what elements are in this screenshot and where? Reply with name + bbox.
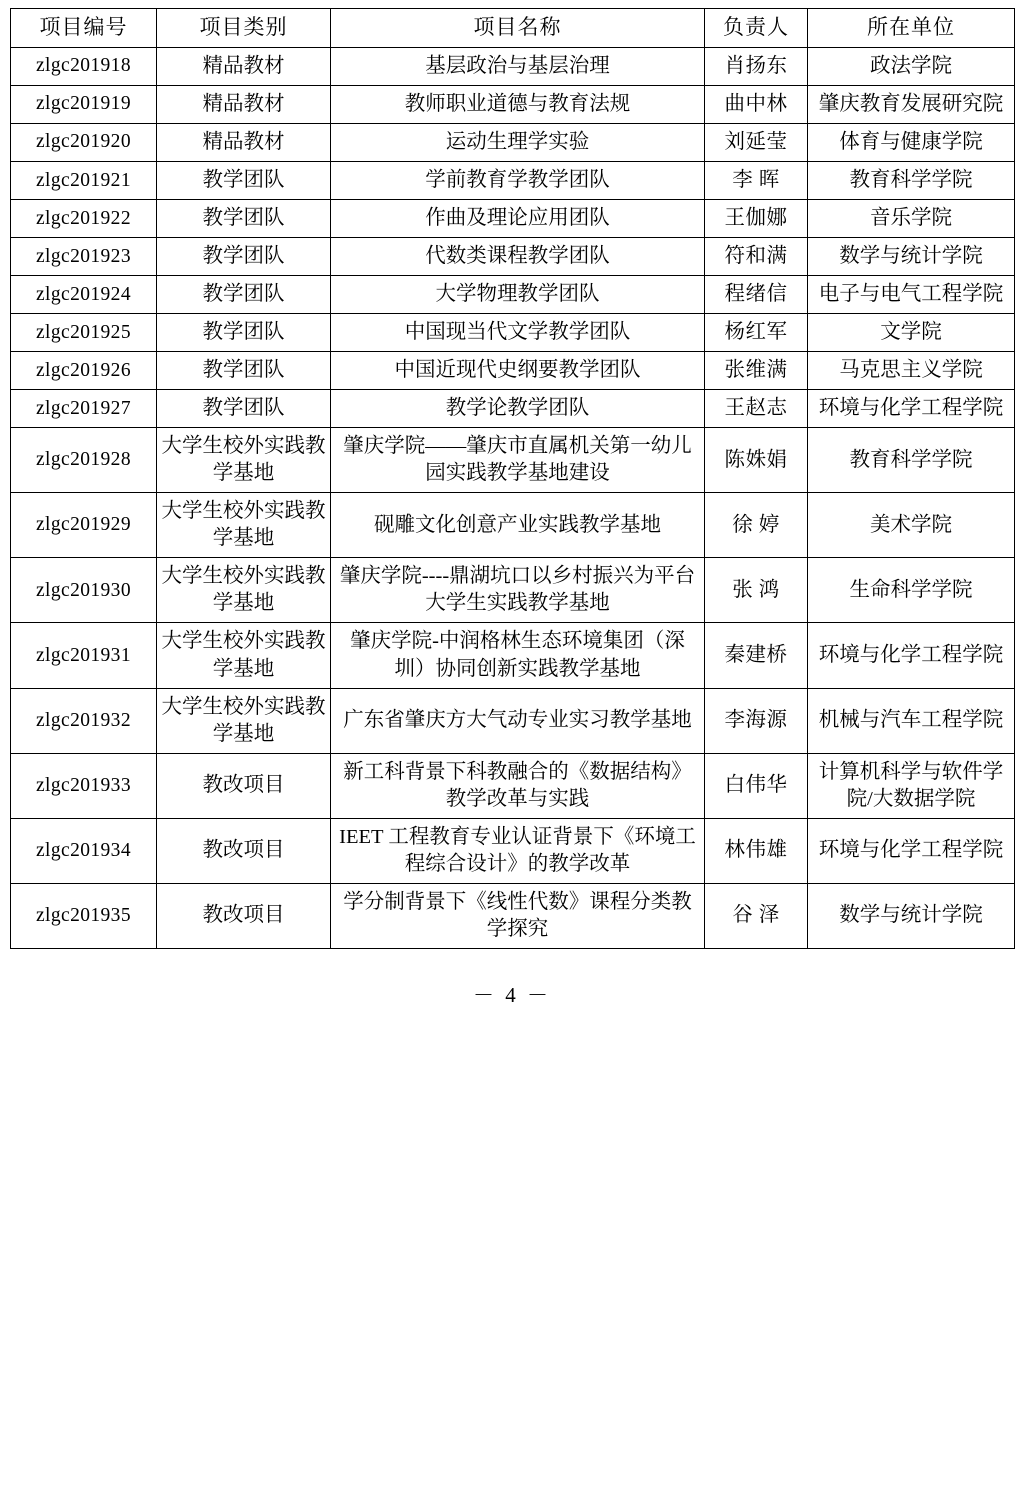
cell-owner: 杨红军 bbox=[705, 314, 808, 352]
table-row bbox=[11, 883, 1015, 948]
column-header-owner: 负责人 bbox=[705, 9, 808, 48]
cell-code: zlgc201923 bbox=[11, 237, 157, 275]
cell-code: zlgc201920 bbox=[11, 123, 157, 161]
cell-owner: 张 鸿 bbox=[705, 558, 808, 623]
cell-owner: 刘延莹 bbox=[705, 123, 808, 161]
cell-type: 教学团队 bbox=[157, 352, 331, 390]
cell-type: 教学团队 bbox=[157, 314, 331, 352]
table-row bbox=[11, 161, 1015, 199]
table-row bbox=[11, 199, 1015, 237]
table-header-row bbox=[11, 9, 1015, 48]
table-row bbox=[11, 352, 1015, 390]
cell-name: 中国现当代文学教学团队 bbox=[331, 314, 705, 352]
cell-name: 中国近现代史纲要教学团队 bbox=[331, 352, 705, 390]
cell-name: 学分制背景下《线性代数》课程分类教学探究 bbox=[331, 883, 705, 948]
table-row bbox=[11, 688, 1015, 753]
cell-owner: 符和满 bbox=[705, 237, 808, 275]
cell-type: 教学团队 bbox=[157, 161, 331, 199]
cell-owner: 王伽娜 bbox=[705, 199, 808, 237]
cell-code: zlgc201926 bbox=[11, 352, 157, 390]
table-body bbox=[11, 47, 1015, 948]
table-row bbox=[11, 428, 1015, 493]
cell-type: 教改项目 bbox=[157, 753, 331, 818]
table-row bbox=[11, 558, 1015, 623]
cell-owner: 谷 泽 bbox=[705, 883, 808, 948]
cell-name: IEET 工程教育专业认证背景下《环境工程综合设计》的教学改革 bbox=[331, 818, 705, 883]
cell-owner: 徐 婷 bbox=[705, 493, 808, 558]
cell-code: zlgc201922 bbox=[11, 199, 157, 237]
cell-unit: 教育科学学院 bbox=[808, 161, 1015, 199]
cell-name: 教师职业道德与教育法规 bbox=[331, 85, 705, 123]
cell-code: zlgc201929 bbox=[11, 493, 157, 558]
cell-type: 大学生校外实践教学基地 bbox=[157, 688, 331, 753]
table-header bbox=[11, 9, 1015, 48]
table-row bbox=[11, 314, 1015, 352]
page-number: － 4 － bbox=[473, 982, 551, 1007]
table-row bbox=[11, 623, 1015, 688]
cell-type: 大学生校外实践教学基地 bbox=[157, 428, 331, 493]
cell-type: 大学生校外实践教学基地 bbox=[157, 623, 331, 688]
cell-code: zlgc201933 bbox=[11, 753, 157, 818]
cell-unit: 音乐学院 bbox=[808, 199, 1015, 237]
cell-owner: 曲中林 bbox=[705, 85, 808, 123]
cell-owner: 肖扬东 bbox=[705, 47, 808, 85]
cell-owner: 秦建桥 bbox=[705, 623, 808, 688]
table-row bbox=[11, 237, 1015, 275]
table-row bbox=[11, 85, 1015, 123]
cell-unit: 马克思主义学院 bbox=[808, 352, 1015, 390]
cell-name: 肇庆学院——肇庆市直属机关第一幼儿园实践教学基地建设 bbox=[331, 428, 705, 493]
cell-type: 精品教材 bbox=[157, 123, 331, 161]
cell-type: 精品教材 bbox=[157, 47, 331, 85]
column-header-type: 项目类别 bbox=[157, 9, 331, 48]
cell-unit: 环境与化学工程学院 bbox=[808, 623, 1015, 688]
cell-type: 大学生校外实践教学基地 bbox=[157, 558, 331, 623]
cell-name: 学前教育学教学团队 bbox=[331, 161, 705, 199]
table-row bbox=[11, 276, 1015, 314]
cell-unit: 计算机科学与软件学院/大数据学院 bbox=[808, 753, 1015, 818]
cell-unit: 政法学院 bbox=[808, 47, 1015, 85]
cell-name: 肇庆学院-中润格林生态环境集团（深圳）协同创新实践教学基地 bbox=[331, 623, 705, 688]
cell-code: zlgc201925 bbox=[11, 314, 157, 352]
table-row bbox=[11, 818, 1015, 883]
cell-owner: 白伟华 bbox=[705, 753, 808, 818]
cell-name: 肇庆学院----鼎湖坑口以乡村振兴为平台大学生实践教学基地 bbox=[331, 558, 705, 623]
cell-owner: 张维满 bbox=[705, 352, 808, 390]
table-row bbox=[11, 390, 1015, 428]
cell-unit: 教育科学学院 bbox=[808, 428, 1015, 493]
cell-owner: 林伟雄 bbox=[705, 818, 808, 883]
cell-unit: 文学院 bbox=[808, 314, 1015, 352]
cell-code: zlgc201931 bbox=[11, 623, 157, 688]
cell-unit: 数学与统计学院 bbox=[808, 237, 1015, 275]
cell-code: zlgc201935 bbox=[11, 883, 157, 948]
cell-owner: 李海源 bbox=[705, 688, 808, 753]
cell-name: 运动生理学实验 bbox=[331, 123, 705, 161]
cell-code: zlgc201927 bbox=[11, 390, 157, 428]
table-row bbox=[11, 47, 1015, 85]
cell-unit: 数学与统计学院 bbox=[808, 883, 1015, 948]
cell-name: 作曲及理论应用团队 bbox=[331, 199, 705, 237]
cell-code: zlgc201928 bbox=[11, 428, 157, 493]
cell-name: 教学论教学团队 bbox=[331, 390, 705, 428]
cell-type: 教改项目 bbox=[157, 883, 331, 948]
cell-name: 新工科背景下科教融合的《数据结构》教学改革与实践 bbox=[331, 753, 705, 818]
cell-code: zlgc201934 bbox=[11, 818, 157, 883]
cell-type: 教学团队 bbox=[157, 237, 331, 275]
cell-unit: 美术学院 bbox=[808, 493, 1015, 558]
cell-type: 大学生校外实践教学基地 bbox=[157, 493, 331, 558]
project-list-table bbox=[10, 8, 1015, 949]
cell-unit: 机械与汽车工程学院 bbox=[808, 688, 1015, 753]
cell-owner: 程绪信 bbox=[705, 276, 808, 314]
cell-name: 代数类课程教学团队 bbox=[331, 237, 705, 275]
cell-code: zlgc201921 bbox=[11, 161, 157, 199]
cell-owner: 陈姝娟 bbox=[705, 428, 808, 493]
cell-type: 教学团队 bbox=[157, 199, 331, 237]
table-row bbox=[11, 753, 1015, 818]
column-header-name: 项目名称 bbox=[331, 9, 705, 48]
cell-code: zlgc201919 bbox=[11, 85, 157, 123]
cell-unit: 环境与化学工程学院 bbox=[808, 390, 1015, 428]
cell-owner: 王赵志 bbox=[705, 390, 808, 428]
cell-code: zlgc201918 bbox=[11, 47, 157, 85]
cell-type: 教改项目 bbox=[157, 818, 331, 883]
cell-name: 基层政治与基层治理 bbox=[331, 47, 705, 85]
cell-unit: 环境与化学工程学院 bbox=[808, 818, 1015, 883]
column-header-code: 项目编号 bbox=[11, 9, 157, 48]
cell-unit: 电子与电气工程学院 bbox=[808, 276, 1015, 314]
cell-unit: 体育与健康学院 bbox=[808, 123, 1015, 161]
cell-name: 砚雕文化创意产业实践教学基地 bbox=[331, 493, 705, 558]
cell-code: zlgc201930 bbox=[11, 558, 157, 623]
cell-code: zlgc201932 bbox=[11, 688, 157, 753]
cell-type: 精品教材 bbox=[157, 85, 331, 123]
column-header-unit: 所在单位 bbox=[808, 9, 1015, 48]
cell-unit: 肇庆教育发展研究院 bbox=[808, 85, 1015, 123]
cell-name: 广东省肇庆方大气动专业实习教学基地 bbox=[331, 688, 705, 753]
cell-unit: 生命科学学院 bbox=[808, 558, 1015, 623]
table-row bbox=[11, 493, 1015, 558]
cell-type: 教学团队 bbox=[157, 276, 331, 314]
cell-code: zlgc201924 bbox=[11, 276, 157, 314]
table-row bbox=[11, 123, 1015, 161]
cell-name: 大学物理教学团队 bbox=[331, 276, 705, 314]
cell-owner: 李 晖 bbox=[705, 161, 808, 199]
cell-type: 教学团队 bbox=[157, 390, 331, 428]
